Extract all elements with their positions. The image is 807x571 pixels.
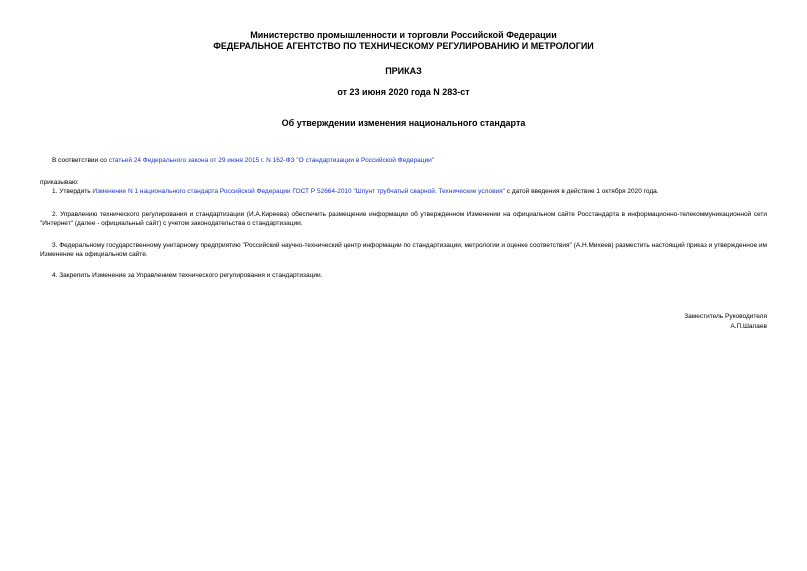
law-article-link[interactable]: статьей 24 Федерального закона от 29 июня 2015 г. N 162-ФЗ "О стандартизации в Российской Федерации" [108, 157, 435, 164]
intro-prefix: В соответствии со [52, 157, 109, 164]
order-word: приказываю: [40, 179, 79, 186]
signature-position: Заместитель Руководителя [684, 313, 767, 320]
signature-name: А.П.Шалаев [730, 323, 767, 330]
item-3-paragraph: 3. Федеральному государственному унитарному предприятию "Российский научно-технический центр информации по стандартизации, метрологии и оценке соответствия" (А.Н.Михеев) разместить настоящий приказ и утвержденное им Изменение на официальном сайте. [40, 242, 767, 258]
item-1-suffix: с датой введения в действие 1 октября 2020 года. [505, 188, 659, 195]
intro-paragraph [52, 156, 767, 165]
standard-amendment-link[interactable]: Изменение N 1 национального стандарта Российской Федерации ГОСТ Р 52664-2010 "Шпунт трубчатый сварной. Технические условия" [92, 188, 505, 195]
item-4-paragraph: 4. Закрепить Изменение за Управлением технического регулирования и стандартизации. [52, 272, 323, 279]
item-1-paragraph [52, 187, 767, 196]
ministry-name: Министерство промышленности и торговли Российской Федерации [250, 30, 557, 40]
agency-name: ФЕДЕРАЛЬНОЕ АГЕНТСТВО ПО ТЕХНИЧЕСКОМУ РЕГУЛИРОВАНИЮ И МЕТРОЛОГИИ [213, 41, 594, 51]
document-date-number: от 23 июня 2020 года N 283-ст [337, 87, 470, 97]
item-2-paragraph: 2. Управлению технического регулирования и стандартизации (И.А.Киреева) обеспечить размещение информации об утвержденном Изменении на официальном сайте Росстандарта в информационно-телекоммуникационной сети "Интернет" (далее - официальный сайт) с учетом законодательства о стандартизации. [40, 211, 767, 227]
document-title: Об утверждении изменения национального стандарта [281, 118, 526, 128]
document-type: ПРИКАЗ [385, 66, 422, 76]
item-1-prefix: 1. Утвердить [52, 188, 93, 195]
